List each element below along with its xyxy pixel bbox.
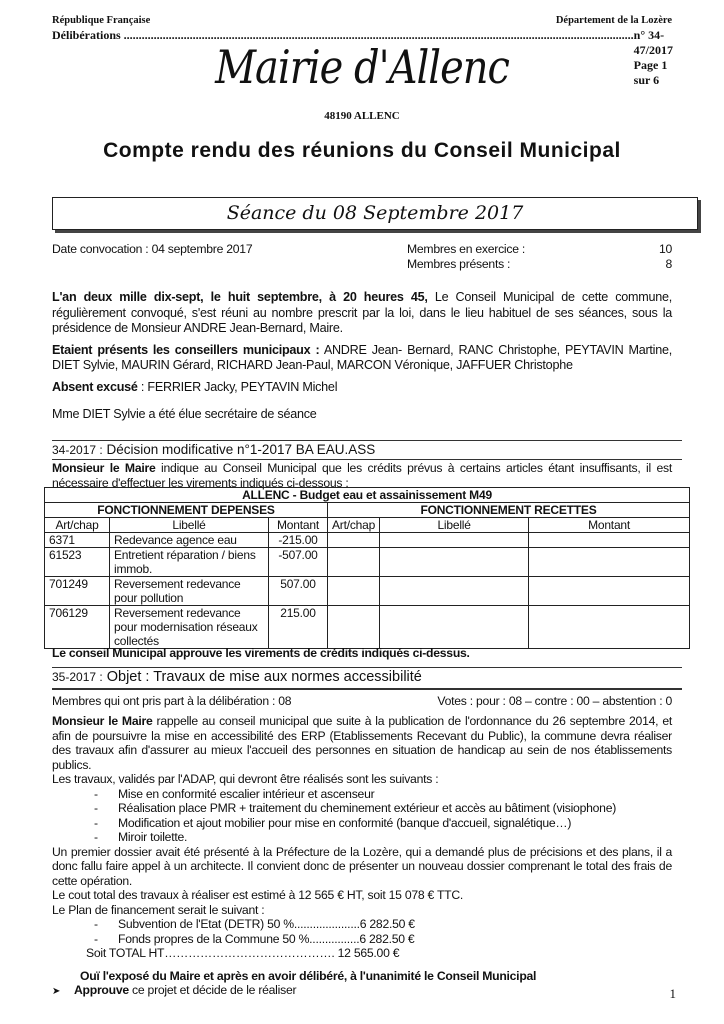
group-depenses: FONCTIONNEMENT DEPENSES <box>45 503 328 518</box>
table-row: 706129 Reversement redevance pour modernisation réseaux collectés 215.00 <box>45 606 690 649</box>
list-item: - Mise en conformité escalier intérieur et ascenseur <box>94 787 672 802</box>
page-title: Compte rendu des réunions du Conseil Municipal <box>103 139 621 162</box>
date-convocation: Date convocation : 04 septembre 2017 <box>52 242 253 256</box>
secretaire: Mme DIET Sylvie a été élue secrétaire de séance <box>52 407 317 421</box>
approuve-line: ➤ Approuve ce projet et décide de le réaliser <box>52 983 672 1000</box>
deliberations-label: Délibérations <box>52 28 121 42</box>
list-item: - Fonds propres de la Commune 50 %................6 282.50 € <box>94 932 672 947</box>
col-header: Montant <box>529 518 690 533</box>
divider <box>52 459 682 460</box>
presents-value: 8 <box>665 257 672 271</box>
intro-paragraph: L'an deux mille dix-sept, le huit septembre, à 20 heures 45, Le Conseil Municipal de cette commune, régulièrement convoqué, s'est réuni au nombre prescrit par la loi, dans le lieu habituel de ses séances, sous la présidence de Monsieur ANDRE Jean-Bernard, Maire. <box>52 290 672 335</box>
membres-deliberation: Membres qui ont pris part à la délibération : 08 <box>52 694 292 708</box>
presents-label: Membres présents : <box>407 257 511 271</box>
cout-total: Le cout total des travaux à réaliser est estimé à 12 565 € HT, soit 15 078 € TTC. <box>52 888 464 902</box>
postal-address: 48190 ALLENC <box>324 110 400 122</box>
travaux-intro: Les travaux, validés par l'ADAP, qui devront être réalisés sont les suivants : <box>52 772 439 786</box>
absent-paragraph: Absent excusé : FERRIER Jacky, PEYTAVIN Michel <box>52 379 338 394</box>
col-header: Montant <box>269 518 328 533</box>
col-header: Libellé <box>380 518 529 533</box>
table-title: ALLENC - Budget eau et assainissement M49 <box>45 488 690 503</box>
dot-leader: .......................................................................................................................................................................... <box>123 28 634 42</box>
table-row: 6371 Redevance agence eau -215.00 <box>45 533 690 548</box>
col-header: Libellé <box>110 518 269 533</box>
presents-paragraph: Etaient présents les conseillers municipaux : ANDRE Jean- Bernard, RANC Christophe, PEYTAVIN Martine, DIET Sylvie, MAURIN Gérard, RICHARD Jean-Paul, MARCON Véronique, JAFFUER Christophe <box>52 342 672 372</box>
departement: Département de la Lozère <box>555 15 672 26</box>
table-row: 701249 Reversement redevance pour pollution 507.00 <box>45 577 690 606</box>
votes: Votes : pour : 08 – contre : 00 – abstention : 0 <box>437 694 672 708</box>
group-recettes: FONCTIONNEMENT RECETTES <box>328 503 690 518</box>
list-item: - Miroir toilette. <box>94 830 672 845</box>
section-35-heading: 35-2017 : Objet : Travaux de mise aux normes accessibilité <box>52 669 422 685</box>
exercice-label: Membres en exercice : <box>407 242 526 256</box>
section-35-lead: Monsieur le Maire rappelle au conseil municipal que suite à la publication de l'ordonnance du 26 septembre 2014, et afin de poursuivre la mise en accessibilité des ERP (Etablissements Recevant du Public), la commune devra réaliser des travaux afin d'assurer au mieux l'accueil des personnes en situation de handicap au sein de nos établissements publics. <box>52 714 672 772</box>
table-row: 61523 Entretient réparation / biens immob. -507.00 <box>45 548 690 577</box>
divider <box>52 440 682 441</box>
divider <box>52 688 682 690</box>
seance-box: Séance du 08 Septembre 2017 <box>52 197 698 230</box>
republique: République Française <box>52 15 151 26</box>
header-top <box>52 15 672 26</box>
divider <box>52 667 682 668</box>
intro-block <box>52 290 672 423</box>
section-35-body <box>52 714 672 1000</box>
total-ht: Soit TOTAL HT……………………………………. 12 565.00 € <box>86 946 400 960</box>
arrow-bullet-icon: ➤ <box>52 986 61 997</box>
section-34-heading: 34-2017 : Décision modificative n°1-2017 BA EAU.ASS <box>52 442 376 457</box>
plan-list <box>52 917 672 946</box>
section-34-conclusion: Le conseil Municipal approuve les virements de crédits indiqués ci-dessus. <box>52 646 470 660</box>
list-item: - Subvention de l'Etat (DETR) 50 %.....................6 282.50 € <box>94 917 672 932</box>
list-item: - Réalisation place PMR + traitement du cheminement extérieur et accès au bâtiment (visiophone) <box>94 801 672 816</box>
votes-line <box>52 694 672 709</box>
section-34-lead: Monsieur le Maire indique au Conseil Municipal que les crédits prévus à certains articles étant insuffisants, il est nécessaire d'effectuer les virements indiqués ci-dessous : <box>52 461 672 490</box>
col-header: Art/chap <box>328 518 380 533</box>
oui-expose: Ouï l'exposé du Maire et après en avoir délibéré, à l'unanimité le Conseil Municipal <box>80 968 537 983</box>
exercice-value: 10 <box>658 242 672 256</box>
col-header: Art/chap <box>45 518 110 533</box>
list-item: - Modification et ajout mobilier pour mise en conformité (banque d'accueil, signalétique…) <box>94 816 672 831</box>
page-number: 1 <box>669 986 676 1001</box>
travaux-list <box>52 787 672 845</box>
deliberation-ref: n° 34-47/2017 Page 1 sur 6 <box>633 28 674 87</box>
dossier-paragraph: Un premier dossier avait été présenté à la Préfecture de la Lozère, qui a demandé plus de précisions et des plans, il a donc fallu faire appel à un architecte. Il convient donc de présenter un nouveau dossier comprenant le total des frais de cette opération. <box>52 844 672 888</box>
plan-intro: Le Plan de financement serait le suivant : <box>52 902 265 917</box>
mairie-logo: Mairie d'Allenc <box>215 41 509 95</box>
budget-table <box>44 487 690 649</box>
